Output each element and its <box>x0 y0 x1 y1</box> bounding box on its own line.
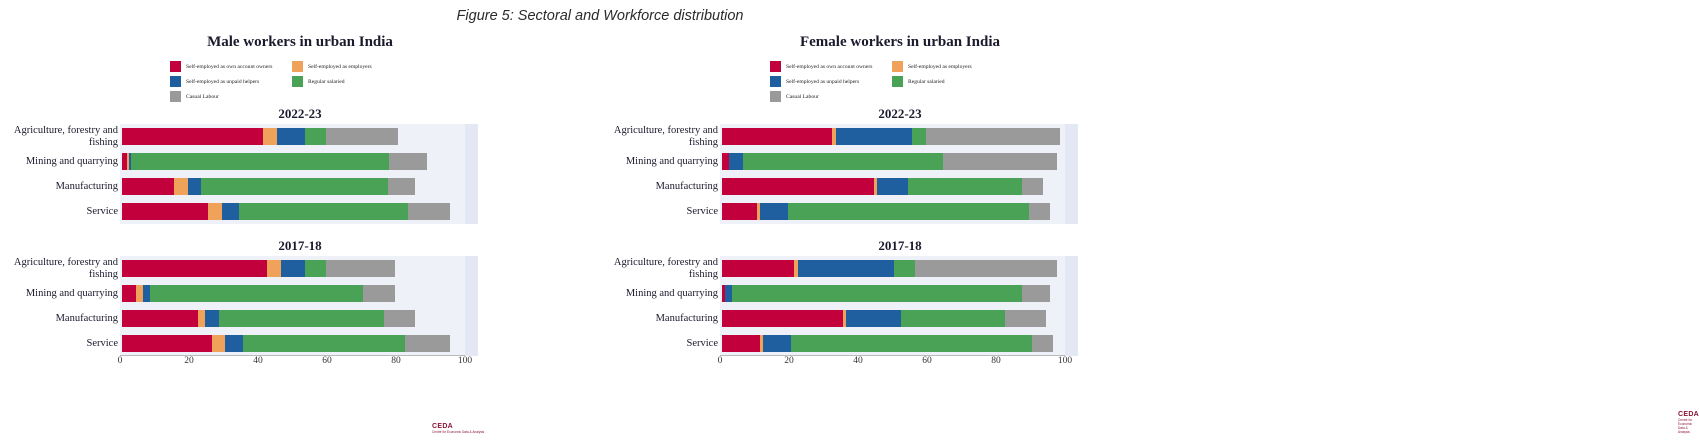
panel-title-male: Male workers in urban India <box>207 34 393 50</box>
bar-row[interactable] <box>600 331 1200 356</box>
category-label: Mining and quarrying <box>25 287 118 299</box>
legend-item[interactable] <box>170 91 292 102</box>
bar-segment[interactable] <box>222 203 239 220</box>
bar-segment[interactable] <box>912 128 926 145</box>
figure-caption: Figure 5: Sectoral and Workforce distribution <box>456 8 744 24</box>
bar-segment[interactable] <box>122 203 208 220</box>
subpanel-male-2017-18 <box>0 238 600 374</box>
category-label: Agriculture, forestry and fishing <box>13 125 118 148</box>
bar-segment[interactable] <box>915 260 1056 277</box>
category-label: Agriculture, forestry and fishing <box>613 125 718 148</box>
bar-segment[interactable] <box>243 335 405 352</box>
legend-label: Self-employed as unpaid helpers <box>786 78 860 85</box>
bar-segment[interactable] <box>722 310 843 327</box>
legend-item[interactable] <box>770 91 892 102</box>
bar-track <box>722 281 1067 306</box>
bar-segment[interactable] <box>798 260 895 277</box>
stacked-bar[interactable] <box>122 285 395 302</box>
bar-segment[interactable] <box>326 128 398 145</box>
legend-label: Regular salaried <box>308 78 345 85</box>
bar-segment[interactable] <box>388 178 416 195</box>
bar-segment[interactable] <box>1022 285 1050 302</box>
axis-tick-label: 60 <box>322 356 332 366</box>
legend-label: Self-employed as employers <box>908 63 972 70</box>
bar-segment[interactable] <box>174 178 188 195</box>
bar-row[interactable] <box>0 174 600 199</box>
bar-row[interactable] <box>0 149 600 174</box>
legend-swatch <box>770 91 781 102</box>
legend-item[interactable] <box>292 76 414 87</box>
legend-label: Self-employed as own account owners <box>186 63 273 70</box>
plot-male-2022-23 <box>0 124 600 224</box>
legend-swatch <box>892 76 903 87</box>
panel-male <box>0 32 600 442</box>
subpanel-title: 2017-18 <box>278 238 322 253</box>
stacked-bar[interactable] <box>122 178 415 195</box>
bar-segment[interactable] <box>791 335 1032 352</box>
bar-row[interactable] <box>0 331 600 356</box>
bar-segment[interactable] <box>205 310 219 327</box>
bar-segment[interactable] <box>389 153 427 170</box>
bar-segment[interactable] <box>877 178 908 195</box>
panel-title-female: Female workers in urban India <box>799 34 1000 50</box>
bar-track <box>122 331 467 356</box>
stacked-bar[interactable] <box>122 153 427 170</box>
legend-swatch <box>170 61 181 72</box>
stacked-bar[interactable] <box>722 285 1050 302</box>
bar-segment[interactable] <box>722 203 757 220</box>
bar-segment[interactable] <box>122 260 267 277</box>
bar-row[interactable] <box>600 174 1200 199</box>
category-label: Service <box>686 337 718 349</box>
axis-tick-label: 80 <box>391 356 401 366</box>
category-label: Manufacturing <box>55 312 118 324</box>
legend-label: Casual Labour <box>186 93 219 100</box>
bar-segment[interactable] <box>901 310 1004 327</box>
bar-track <box>722 256 1067 281</box>
bar-track <box>722 174 1067 199</box>
axis-tick-label: 0 <box>717 356 723 366</box>
bar-segment[interactable] <box>926 128 1061 145</box>
legend-item[interactable] <box>770 76 892 87</box>
legend-swatch <box>892 61 903 72</box>
bar-row[interactable] <box>0 124 600 149</box>
bar-segment[interactable] <box>122 310 198 327</box>
bar-segment[interactable] <box>281 260 305 277</box>
bar-track <box>122 174 467 199</box>
bar-track <box>122 256 467 281</box>
category-label: Service <box>86 337 118 349</box>
subpanel-male-2022-23 <box>0 106 600 224</box>
logo-tagline: Centre for Economic Data & Analysis <box>1678 418 1693 434</box>
stacked-bar[interactable] <box>122 335 450 352</box>
category-label: Manufacturing <box>655 180 718 192</box>
legend-label: Self-employed as employers <box>308 63 372 70</box>
axis-line <box>720 355 1065 356</box>
legend-item[interactable] <box>892 76 1014 87</box>
legend-label: Self-employed as unpaid helpers <box>186 78 260 85</box>
category-label: Agriculture, forestry and fishing <box>13 257 118 280</box>
bar-segment[interactable] <box>122 128 263 145</box>
bar-track <box>122 306 467 331</box>
category-label: Mining and quarrying <box>25 155 118 167</box>
bar-segment[interactable] <box>122 285 136 302</box>
bar-row[interactable] <box>600 256 1200 281</box>
bar-segment[interactable] <box>732 285 1022 302</box>
stacked-bar[interactable] <box>722 128 1060 145</box>
stacked-bar[interactable] <box>722 310 1046 327</box>
bar-segment[interactable] <box>305 128 326 145</box>
bar-row[interactable] <box>0 199 600 224</box>
bar-segment[interactable] <box>305 260 326 277</box>
legend-swatch <box>770 61 781 72</box>
bar-segment[interactable] <box>408 203 449 220</box>
legend-swatch <box>770 76 781 87</box>
bar-segment[interactable] <box>725 285 732 302</box>
category-label: Mining and quarrying <box>625 155 718 167</box>
legend-label: Casual Labour <box>786 93 819 100</box>
bar-row[interactable] <box>600 149 1200 174</box>
bar-segment[interactable] <box>136 285 143 302</box>
plot-female-2017-18 <box>600 256 1200 356</box>
stacked-bar[interactable] <box>122 260 395 277</box>
legend-swatch <box>170 76 181 87</box>
stacked-bar[interactable] <box>722 203 1050 220</box>
bar-track <box>722 306 1067 331</box>
bar-segment[interactable] <box>943 153 1057 170</box>
axis-tick-label: 60 <box>922 356 932 366</box>
legend-female <box>730 61 1070 106</box>
logo-name: CEDA <box>1678 411 1699 418</box>
axis-tick-label: 40 <box>253 356 263 366</box>
subpanel-female-2017-18 <box>600 238 1200 374</box>
bar-segment[interactable] <box>239 203 408 220</box>
bar-track <box>722 199 1067 224</box>
legend-item[interactable] <box>892 61 1014 72</box>
bar-segment[interactable] <box>150 285 364 302</box>
bar-row[interactable] <box>0 306 600 331</box>
bar-segment[interactable] <box>208 203 222 220</box>
axis-tick-label: 20 <box>184 356 194 366</box>
bar-track <box>122 281 467 306</box>
bar-track <box>122 149 467 174</box>
axis-tick-label: 20 <box>784 356 794 366</box>
bar-segment[interactable] <box>788 203 1030 220</box>
legend-swatch <box>292 61 303 72</box>
bar-segment[interactable] <box>131 153 390 170</box>
bar-row[interactable] <box>600 124 1200 149</box>
ceda-logo-left <box>432 423 484 434</box>
bar-segment[interactable] <box>326 260 395 277</box>
bar-segment[interactable] <box>722 153 729 170</box>
legend-item[interactable] <box>170 76 292 87</box>
bar-segment[interactable] <box>122 335 212 352</box>
stacked-bar[interactable] <box>722 260 1057 277</box>
bar-segment[interactable] <box>722 335 760 352</box>
plot-male-2017-18 <box>0 256 600 356</box>
axis-tick-label: 80 <box>991 356 1001 366</box>
bar-segment[interactable] <box>1032 335 1053 352</box>
bar-segment[interactable] <box>143 285 150 302</box>
stacked-bar[interactable] <box>122 310 415 327</box>
bar-segment[interactable] <box>267 260 281 277</box>
bar-track <box>122 124 467 149</box>
legend-swatch <box>170 91 181 102</box>
bar-segment[interactable] <box>198 310 205 327</box>
legend-male <box>130 61 470 106</box>
axis-tick-label: 0 <box>117 356 123 366</box>
legend-label: Regular salaried <box>908 78 945 85</box>
bar-row[interactable] <box>0 281 600 306</box>
legend-item[interactable] <box>770 61 892 72</box>
category-label: Service <box>686 205 718 217</box>
bar-segment[interactable] <box>212 335 226 352</box>
bar-track <box>722 331 1067 356</box>
bar-track <box>722 149 1067 174</box>
stacked-bar[interactable] <box>122 128 398 145</box>
logo-name: CEDA <box>432 423 454 430</box>
bar-segment[interactable] <box>836 128 912 145</box>
category-label: Service <box>86 205 118 217</box>
category-label: Mining and quarrying <box>625 287 718 299</box>
axis-tick-label: 40 <box>853 356 863 366</box>
x-axis-male <box>117 356 473 374</box>
bar-segment[interactable] <box>1029 203 1050 220</box>
bar-segment[interactable] <box>363 285 394 302</box>
bar-segment[interactable] <box>763 335 791 352</box>
subpanel-female-2022-23 <box>600 106 1200 224</box>
bar-segment[interactable] <box>225 335 242 352</box>
category-label: Agriculture, forestry and fishing <box>613 257 718 280</box>
legend-item[interactable] <box>292 61 414 72</box>
bar-segment[interactable] <box>908 178 1022 195</box>
subpanel-title: 2017-18 <box>878 238 922 253</box>
bar-row[interactable] <box>600 199 1200 224</box>
subpanel-title: 2022-23 <box>878 106 922 121</box>
legend-swatch <box>292 76 303 87</box>
ceda-logo-right <box>1678 411 1699 434</box>
bar-track <box>722 124 1067 149</box>
bar-segment[interactable] <box>1022 178 1043 195</box>
stacked-bar[interactable] <box>722 178 1043 195</box>
bar-track <box>122 199 467 224</box>
logo-tagline: Centre for Economic Data & Analysis <box>432 430 485 434</box>
bar-segment[interactable] <box>219 310 385 327</box>
bar-segment[interactable] <box>743 153 943 170</box>
bar-segment[interactable] <box>846 310 901 327</box>
bar-segment[interactable] <box>384 310 415 327</box>
bar-segment[interactable] <box>201 178 387 195</box>
bar-segment[interactable] <box>894 260 915 277</box>
panel-female <box>600 32 1699 442</box>
category-label: Manufacturing <box>655 312 718 324</box>
bar-segment[interactable] <box>188 178 202 195</box>
x-axis-female <box>717 356 1073 374</box>
category-label: Manufacturing <box>55 180 118 192</box>
bar-row[interactable] <box>600 281 1200 306</box>
bar-segment[interactable] <box>722 178 874 195</box>
stacked-bar[interactable] <box>122 203 450 220</box>
bar-segment[interactable] <box>1005 310 1046 327</box>
axis-line <box>120 355 465 356</box>
stacked-bar[interactable] <box>722 153 1057 170</box>
subpanel-title: 2022-23 <box>278 106 322 121</box>
bar-segment[interactable] <box>722 128 832 145</box>
bar-segment[interactable] <box>122 178 174 195</box>
stacked-bar[interactable] <box>722 335 1053 352</box>
bar-segment[interactable] <box>729 153 743 170</box>
bar-segment[interactable] <box>263 128 277 145</box>
bar-segment[interactable] <box>760 203 788 220</box>
axis-tick-label: 100 <box>457 356 473 366</box>
axis-tick-label: 100 <box>1057 356 1073 366</box>
plot-female-2022-23 <box>600 124 1200 224</box>
bar-segment[interactable] <box>722 260 794 277</box>
legend-item[interactable] <box>170 61 292 72</box>
bar-segment[interactable] <box>405 335 450 352</box>
bar-segment[interactable] <box>277 128 305 145</box>
bar-row[interactable] <box>600 306 1200 331</box>
bar-row[interactable] <box>0 256 600 281</box>
legend-label: Self-employed as own account owners <box>786 63 873 70</box>
